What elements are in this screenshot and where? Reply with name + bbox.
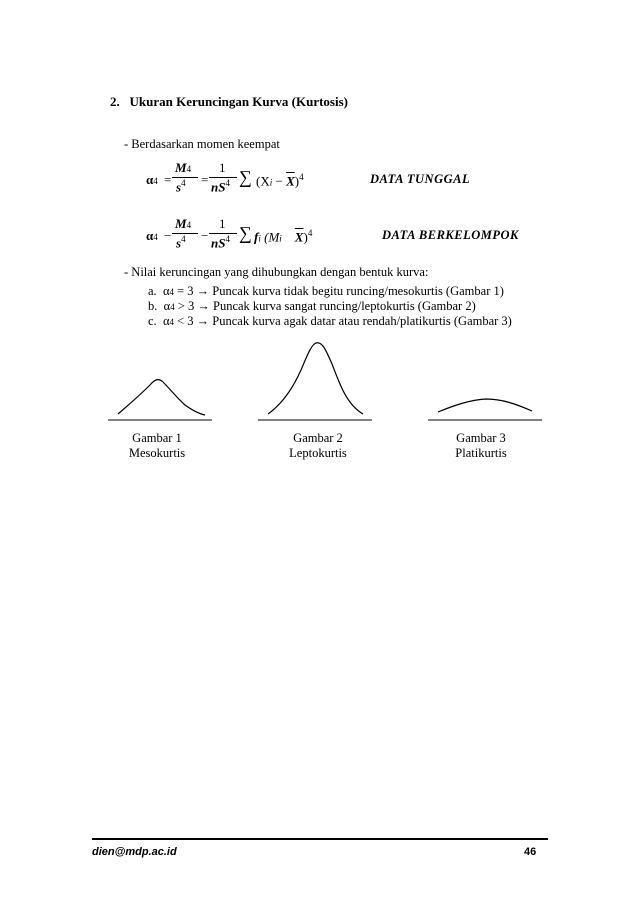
list-item: c. α4 < 3 → Puncak kurva agak datar atau rendah/platikurtis (Gambar 3) xyxy=(148,314,512,328)
formula2-fraction-moment: M4 $s^4$ xyxy=(172,216,198,250)
figure-2-name: Leptokurtis xyxy=(289,446,347,460)
note-kurtosis-shape: - Nilai keruncingan yang dihubungkan dengan bentuk kurva: xyxy=(124,265,429,279)
formula2-body: fi (Mi $\overline{X})^4$ xyxy=(254,228,313,245)
section-number: 2. xyxy=(110,94,120,109)
figure-1-caption xyxy=(97,431,217,461)
figure-2-label: Gambar 2 xyxy=(293,431,343,445)
section-title: Ukuran Keruncingan Kurva (Kurtosis) xyxy=(129,94,348,109)
page-number: 46 xyxy=(524,846,537,858)
formula2-tag: DATA BERKELOMPOK xyxy=(382,228,519,242)
formula1-fraction-moment: M4 $s^4$ xyxy=(172,160,198,194)
figure-3-name: Platikurtis xyxy=(455,446,507,460)
list-item: b. α4 > 3 → Puncak kurva sangat runcing/leptokurtis (Gambar 2) xyxy=(148,299,476,313)
mesokurtic-curve xyxy=(118,380,205,415)
formula1-body: $(Xi - \overline{X})^4$ xyxy=(256,172,304,189)
formula2-sum-sign: ∑ xyxy=(239,223,252,243)
figure-1-label: Gambar 1 xyxy=(132,431,182,445)
formula2-equals-2: − xyxy=(201,228,209,243)
formula1-fraction-n: 1 $nS^4$ xyxy=(209,160,237,194)
figure-3-label: Gambar 3 xyxy=(456,431,506,445)
formula1-equals: = xyxy=(164,172,172,187)
formula2-fraction-n: 1 $nS^4$ xyxy=(209,216,237,250)
figure-3-caption xyxy=(421,431,541,461)
formula2-equals: − xyxy=(164,228,172,243)
formula1-tag: DATA TUNGGAL xyxy=(370,172,471,186)
platykurtic-curve xyxy=(438,399,532,412)
figure-1-name: Mesokurtis xyxy=(128,446,186,460)
footer-rule xyxy=(92,838,548,840)
formula1-alpha: α4 xyxy=(146,172,158,187)
figure-2-caption xyxy=(258,431,378,461)
footer-email: dien@mdp.ac.id xyxy=(92,846,177,858)
formula2-alpha: α4 xyxy=(146,228,158,243)
formula1-equals-2: = xyxy=(201,172,209,187)
formula1-sum-sign: ∑ xyxy=(239,167,252,187)
list-item: a. α4 = 3 → Puncak kurva tidak begitu runcing/mesokurtis (Gambar 1) xyxy=(148,284,504,298)
leptokurtic-curve xyxy=(268,343,363,414)
note-moment: - Berdasarkan momen keempat xyxy=(124,137,280,151)
